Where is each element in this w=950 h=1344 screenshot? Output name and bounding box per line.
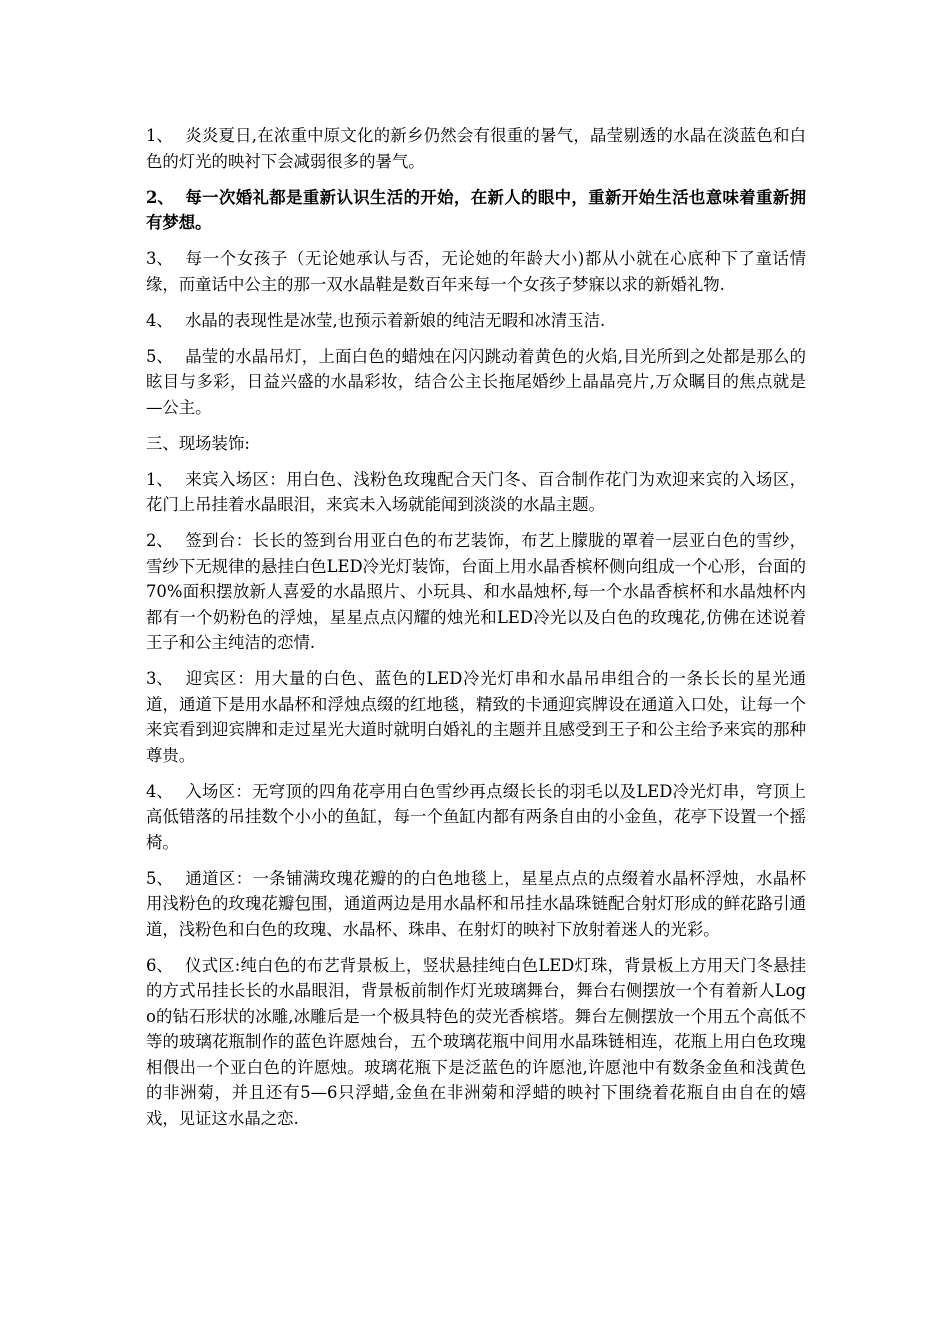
- paragraph-text: 晶莹的水晶吊灯，上面白色的蜡烛在闪闪跳动着黄色的火焰,目光所到之处都是那么的眩目与多彩，日益兴盛的水晶彩妆，结合公主长拖尾婚纱上晶晶亮片,万众瞩目的焦点就是—公主。: [146, 346, 806, 417]
- paragraph-number: 5、: [146, 346, 173, 366]
- paragraph-text: 水晶的表现性是冰莹,也预示着新娘的纯洁无暇和冰清玉洁.: [185, 310, 606, 330]
- paragraph-number: 4、: [146, 310, 173, 330]
- paragraph-5: [146, 344, 806, 421]
- paragraph-text: 每一次婚礼都是重新认识生活的开始，在新人的眼中，重新开始生活也意味着重新拥有梦想。: [146, 187, 806, 232]
- section-heading: 三、现场装饰:: [146, 433, 250, 453]
- paragraph-4: [146, 308, 806, 334]
- item-text: 入场区：无穹顶的四角花亭用白色雪纱再点缀长长的羽毛以及LED冷光灯串，穹顶上高低错落的吊挂数个小小的鱼缸，每一个鱼缸内都有两条自由的小金鱼，花亭下设置一个摇椅。: [146, 781, 806, 852]
- item-number: 2、: [146, 531, 173, 550]
- paragraph-text: 炎炎夏日,在浓重中原文化的新乡仍然会有很重的暑气，晶莹剔透的水晶在淡蓝色和白色的灯光的映衬下会减弱很多的暑气。: [146, 126, 806, 171]
- item-text: 来宾入场区：用白色、浅粉色玫瑰配合天门冬、百合制作花门为欢迎来宾的入场区，花门上吊挂着水晶眼泪，来宾未入场就能闻到淡淡的水晶主题。: [146, 469, 806, 514]
- paragraph-number: 1、: [146, 126, 173, 145]
- decor-item-6: [146, 953, 806, 1132]
- decor-item-2: [146, 528, 806, 656]
- paragraph-3: [146, 246, 806, 297]
- paragraph-1: [146, 123, 806, 174]
- item-text: 签到台：长长的签到台用亚白色的布艺装饰，布艺上朦胧的罩着一层亚白色的雪纱，雪纱下无规律的悬挂白色LED冷光灯装饰，台面上用水晶香槟杯侧向组成一个心形，台面的70%面积摆放新人喜爱的水晶照片、小玩具、和水晶烛杯,每一个水晶香槟杯和水晶烛杯内都有一个奶粉色的浮烛，星星点点闪耀的烛光和LED冷光以及白色的玫瑰花,仿佛在述说着王子和公主纯洁的恋情.: [146, 531, 806, 652]
- item-number: 5、: [146, 868, 173, 888]
- paragraph-2: [146, 185, 806, 236]
- decor-item-5: [146, 866, 806, 943]
- paragraph-number: 3、: [146, 249, 173, 268]
- item-number: 6、: [146, 955, 173, 975]
- item-text: 迎宾区：用大量的白色、蓝色的LED冷光灯串和水晶吊串组合的一条长长的星光通道，通道下是用水晶杯和浮烛点缀的红地毯，精致的卡通迎宾牌设在通道入口处，让每一个来宾看到迎宾牌和走过星光大道时就明白婚礼的主题并且感受到王子和公主给予来宾的那种尊贵。: [146, 669, 806, 765]
- decor-item-3: [146, 666, 806, 768]
- item-number: 4、: [146, 781, 173, 801]
- item-number: 3、: [146, 669, 173, 688]
- paragraph-text: 每一个女孩子（无论她承认与否，无论她的年龄大小)都从小就在心底种下了童话情缘，而童话中公主的那一双水晶鞋是数百年来每一个女孩子梦寐以求的新婚礼物.: [146, 249, 806, 294]
- item-text: 通道区：一条铺满玫瑰花瓣的的白色地毯上，星星点点的点缀着水晶杯浮烛，水晶杯用浅粉色的玫瑰花瓣包围，通道两边是用水晶杯和吊挂水晶珠链配合射灯形成的鲜花路引通道，浅粉色和白色的玫瑰、水晶杯、珠串、在射灯的映衬下放射着迷人的光彩。: [146, 868, 806, 939]
- paragraph-number: 2、: [146, 187, 174, 207]
- item-text: 仪式区:纯白色的布艺背景板上，竖状悬挂纯白色LED灯珠，背景板上方用天门冬悬挂的方式吊挂长长的水晶眼泪，背景板前制作灯光玻璃舞台，舞台右侧摆放一个有着新人Logo的钻石形状的冰雕,冰雕后是一个极具特色的荧光香槟塔。舞台左侧摆放一个用五个高低不等的玻璃花瓶制作的蓝色许愿烛台，五个玻璃花瓶中间用水晶珠链相连，花瓶上用白色玫瑰相偎出一个亚白色的许愿烛。玻璃花瓶下是泛蓝色的许愿池,许愿池中有数条金鱼和浅黄色的非洲菊，并且还有5—6只浮蜡,金鱼在非洲菊和浮蜡的映衬下围绕着花瓶自由自在的嬉戏，见证这水晶之恋.: [146, 955, 806, 1128]
- item-number: 1、: [146, 469, 173, 489]
- document-body: [146, 123, 806, 1142]
- decor-item-4: [146, 779, 806, 856]
- decor-item-1: [146, 467, 806, 518]
